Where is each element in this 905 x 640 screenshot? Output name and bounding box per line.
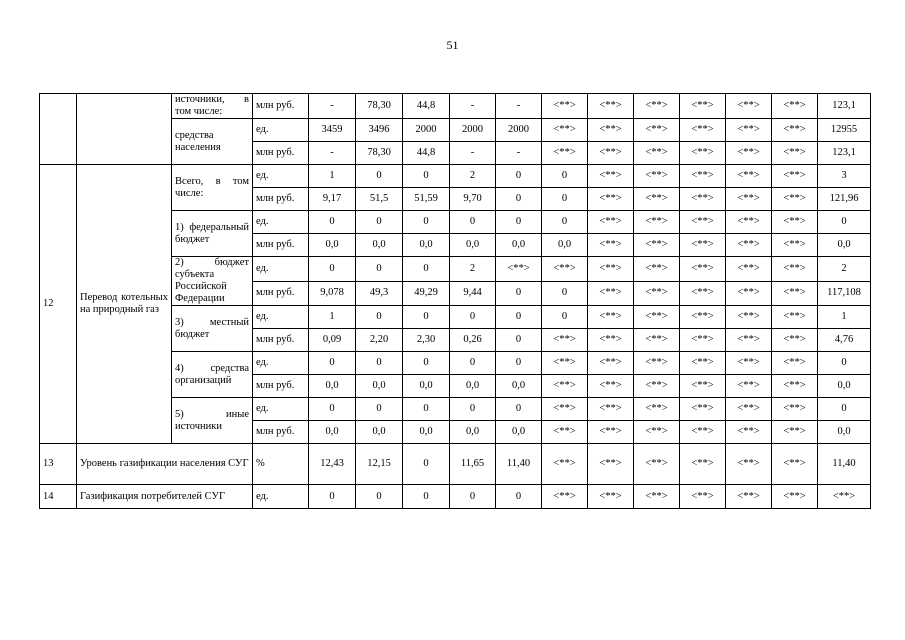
value-cell: 0 (818, 211, 871, 234)
value-cell: <**> (542, 444, 588, 485)
value-cell: 0,0 (309, 234, 356, 257)
value-cell: 0 (496, 306, 542, 329)
value-cell: <**> (634, 375, 680, 398)
value-cell: <**> (726, 398, 772, 421)
value-cell: 2000 (450, 119, 496, 142)
value-cell: <**> (588, 485, 634, 509)
value-cell: 0 (356, 485, 403, 509)
value-cell: 0 (542, 306, 588, 329)
value-cell: 3496 (356, 119, 403, 142)
value-cell: <**> (680, 329, 726, 352)
value-cell: <**> (634, 281, 680, 306)
table-row (40, 444, 871, 485)
value-cell: 0 (356, 352, 403, 375)
value-cell: 0 (356, 211, 403, 234)
value-cell: <**> (680, 257, 726, 282)
value-cell: 0 (496, 165, 542, 188)
value-cell: 0 (496, 188, 542, 211)
value-cell: 0,0 (496, 375, 542, 398)
value-cell: 0,0 (450, 234, 496, 257)
value-cell: <**> (542, 257, 588, 282)
value-cell: <**> (680, 421, 726, 444)
value-cell: <**> (542, 398, 588, 421)
value-cell: 0,0 (496, 234, 542, 257)
value-cell: 0 (496, 485, 542, 509)
value-cell: <**> (588, 257, 634, 282)
value-cell: 44,8 (403, 94, 450, 119)
value-cell: 0,0 (309, 421, 356, 444)
value-cell: <**> (634, 352, 680, 375)
value-cell: 3 (818, 165, 871, 188)
value-cell: <**> (772, 211, 818, 234)
table-body (40, 94, 871, 509)
value-cell: <**> (726, 188, 772, 211)
value-cell: 0,0 (542, 234, 588, 257)
value-cell: 0 (542, 188, 588, 211)
value-cell: <**> (726, 257, 772, 282)
value-cell: 0 (818, 398, 871, 421)
value-cell: 0,0 (356, 234, 403, 257)
value-cell: 0 (356, 165, 403, 188)
value-cell: 12,15 (356, 444, 403, 485)
unit-cell: ед. (253, 165, 309, 188)
value-cell: <**> (726, 329, 772, 352)
value-cell: <**> (726, 211, 772, 234)
value-cell: <**> (634, 119, 680, 142)
value-cell: 2,30 (403, 329, 450, 352)
row-title: Перевод котельных на природный газ (77, 165, 172, 444)
value-cell: 12955 (818, 119, 871, 142)
value-cell: <**> (726, 352, 772, 375)
value-cell: <**> (588, 211, 634, 234)
value-cell: <**> (588, 444, 634, 485)
value-cell: 2 (450, 257, 496, 282)
value-cell: <**> (634, 188, 680, 211)
value-cell: - (450, 94, 496, 119)
value-cell: <**> (634, 257, 680, 282)
value-cell: <**> (680, 444, 726, 485)
value-cell: <**> (496, 257, 542, 282)
value-cell: 0,0 (450, 421, 496, 444)
value-cell: <**> (542, 329, 588, 352)
source-label: 5) иные источники (172, 398, 253, 444)
value-cell: <**> (772, 142, 818, 165)
value-cell: <**> (588, 119, 634, 142)
value-cell: <**> (818, 485, 871, 509)
value-cell: 0 (818, 352, 871, 375)
value-cell: 123,1 (818, 142, 871, 165)
value-cell: <**> (634, 234, 680, 257)
value-cell: <**> (772, 485, 818, 509)
value-cell: <**> (772, 421, 818, 444)
value-cell: <**> (588, 375, 634, 398)
value-cell: 0,0 (356, 421, 403, 444)
data-table (39, 93, 871, 509)
value-cell: <**> (588, 234, 634, 257)
value-cell: <**> (542, 142, 588, 165)
row-title (77, 94, 172, 165)
value-cell: 0 (309, 211, 356, 234)
value-cell: <**> (772, 352, 818, 375)
value-cell: 0 (309, 257, 356, 282)
row-title: Газификация потребителей СУГ (77, 485, 253, 509)
value-cell: 0 (403, 485, 450, 509)
value-cell: 0,0 (496, 421, 542, 444)
value-cell: 0,0 (450, 375, 496, 398)
page-number: 51 (446, 38, 459, 52)
value-cell: <**> (588, 165, 634, 188)
value-cell: 0 (542, 165, 588, 188)
value-cell: <**> (588, 94, 634, 119)
row-number: 13 (40, 444, 77, 485)
unit-cell: млн руб. (253, 142, 309, 165)
value-cell: <**> (772, 375, 818, 398)
value-cell: 49,3 (356, 281, 403, 306)
unit-cell: ед. (253, 485, 309, 509)
value-cell: 0,0 (818, 421, 871, 444)
value-cell: <**> (772, 165, 818, 188)
value-cell: 51,59 (403, 188, 450, 211)
value-cell: 2 (450, 165, 496, 188)
value-cell: - (496, 142, 542, 165)
value-cell: 0 (309, 485, 356, 509)
unit-cell: ед. (253, 257, 309, 282)
value-cell: <**> (542, 119, 588, 142)
value-cell: <**> (726, 119, 772, 142)
value-cell: <**> (680, 281, 726, 306)
value-cell: 78,30 (356, 142, 403, 165)
value-cell: 0 (309, 352, 356, 375)
value-cell: 4,76 (818, 329, 871, 352)
value-cell: 1 (309, 165, 356, 188)
value-cell: 0 (496, 352, 542, 375)
row-number: 14 (40, 485, 77, 509)
value-cell: <**> (634, 142, 680, 165)
value-cell: 0,09 (309, 329, 356, 352)
unit-cell: млн руб. (253, 94, 309, 119)
source-label: источники, в том числе: (172, 94, 253, 119)
value-cell: 0 (496, 398, 542, 421)
value-cell: <**> (634, 421, 680, 444)
value-cell: 0 (496, 329, 542, 352)
value-cell: 0 (403, 257, 450, 282)
value-cell: <**> (772, 257, 818, 282)
value-cell: <**> (542, 421, 588, 444)
value-cell: - (450, 142, 496, 165)
unit-cell: млн руб. (253, 329, 309, 352)
value-cell: <**> (588, 188, 634, 211)
value-cell: <**> (772, 234, 818, 257)
value-cell: 9,44 (450, 281, 496, 306)
unit-cell: ед. (253, 119, 309, 142)
value-cell: <**> (726, 142, 772, 165)
value-cell: 11,40 (496, 444, 542, 485)
value-cell: <**> (726, 375, 772, 398)
value-cell: 0 (356, 306, 403, 329)
value-cell: 0,26 (450, 329, 496, 352)
value-cell: 0 (450, 398, 496, 421)
value-cell: <**> (542, 94, 588, 119)
value-cell: 117,108 (818, 281, 871, 306)
value-cell: <**> (680, 352, 726, 375)
value-cell: <**> (680, 188, 726, 211)
source-label: Всего, в том числе: (172, 165, 253, 211)
value-cell: <**> (634, 211, 680, 234)
value-cell: 0 (403, 444, 450, 485)
value-cell: <**> (588, 281, 634, 306)
value-cell: 9,17 (309, 188, 356, 211)
value-cell: 0 (450, 485, 496, 509)
table-row (40, 94, 871, 119)
value-cell: <**> (588, 142, 634, 165)
value-cell: 0 (542, 281, 588, 306)
value-cell: - (309, 94, 356, 119)
value-cell: 0,0 (818, 234, 871, 257)
value-cell: 0 (450, 211, 496, 234)
value-cell: <**> (680, 142, 726, 165)
value-cell: 11,65 (450, 444, 496, 485)
value-cell: <**> (542, 485, 588, 509)
value-cell: <**> (680, 119, 726, 142)
unit-cell: ед. (253, 398, 309, 421)
value-cell: 11,40 (818, 444, 871, 485)
value-cell: <**> (634, 398, 680, 421)
value-cell: <**> (680, 306, 726, 329)
value-cell: <**> (680, 211, 726, 234)
value-cell: <**> (726, 306, 772, 329)
value-cell: - (496, 94, 542, 119)
value-cell: 2,20 (356, 329, 403, 352)
value-cell: <**> (726, 94, 772, 119)
value-cell: 0 (496, 211, 542, 234)
value-cell: 0,0 (403, 234, 450, 257)
unit-cell: млн руб. (253, 375, 309, 398)
value-cell: 12,43 (309, 444, 356, 485)
value-cell: <**> (772, 188, 818, 211)
value-cell: 0,0 (818, 375, 871, 398)
value-cell: 1 (309, 306, 356, 329)
value-cell: <**> (772, 94, 818, 119)
value-cell: <**> (634, 94, 680, 119)
value-cell: <**> (634, 165, 680, 188)
value-cell: <**> (680, 375, 726, 398)
value-cell: 123,1 (818, 94, 871, 119)
source-label: средства населения (172, 119, 253, 165)
value-cell: 0,0 (403, 375, 450, 398)
value-cell: 0,0 (356, 375, 403, 398)
unit-cell: ед. (253, 352, 309, 375)
value-cell: <**> (772, 444, 818, 485)
unit-cell: ед. (253, 211, 309, 234)
value-cell: 0 (403, 306, 450, 329)
value-cell: <**> (588, 329, 634, 352)
value-cell: 0 (356, 398, 403, 421)
unit-cell: млн руб. (253, 281, 309, 306)
value-cell: 121,96 (818, 188, 871, 211)
value-cell: <**> (726, 234, 772, 257)
value-cell: 78,30 (356, 94, 403, 119)
value-cell: <**> (772, 329, 818, 352)
unit-cell: ед. (253, 306, 309, 329)
value-cell: <**> (772, 398, 818, 421)
value-cell: 0,0 (309, 375, 356, 398)
row-title: Уровень газификации населения СУГ (77, 444, 253, 485)
value-cell: <**> (634, 444, 680, 485)
value-cell: <**> (588, 306, 634, 329)
value-cell: <**> (634, 485, 680, 509)
value-cell: <**> (772, 119, 818, 142)
row-number: 12 (40, 165, 77, 444)
value-cell: <**> (542, 352, 588, 375)
value-cell: <**> (588, 421, 634, 444)
value-cell: <**> (772, 281, 818, 306)
unit-cell: % (253, 444, 309, 485)
unit-cell: млн руб. (253, 234, 309, 257)
value-cell: 0 (450, 306, 496, 329)
row-number (40, 94, 77, 165)
value-cell: 0 (542, 211, 588, 234)
value-cell: 0 (403, 211, 450, 234)
value-cell: 0 (403, 398, 450, 421)
value-cell: - (309, 142, 356, 165)
value-cell: <**> (634, 306, 680, 329)
value-cell: 2 (818, 257, 871, 282)
value-cell: 3459 (309, 119, 356, 142)
source-label: 4) средства организаций (172, 352, 253, 398)
value-cell: <**> (542, 375, 588, 398)
unit-cell: млн руб. (253, 188, 309, 211)
table-row (40, 485, 871, 509)
value-cell: <**> (588, 352, 634, 375)
value-cell: 2000 (403, 119, 450, 142)
value-cell: 49,29 (403, 281, 450, 306)
value-cell: <**> (680, 165, 726, 188)
value-cell: <**> (726, 485, 772, 509)
source-label: 2) бюджет субъекта Российской Федерации (172, 257, 253, 306)
source-label: 1) федеральный бюджет (172, 211, 253, 257)
value-cell: <**> (772, 306, 818, 329)
value-cell: 0,0 (403, 421, 450, 444)
value-cell: <**> (726, 165, 772, 188)
value-cell: 51,5 (356, 188, 403, 211)
value-cell: 0 (496, 281, 542, 306)
value-cell: <**> (634, 329, 680, 352)
value-cell: 1 (818, 306, 871, 329)
value-cell: <**> (680, 398, 726, 421)
value-cell: <**> (680, 234, 726, 257)
value-cell: <**> (726, 444, 772, 485)
table-row (40, 165, 871, 188)
value-cell: <**> (588, 398, 634, 421)
value-cell: 0 (356, 257, 403, 282)
value-cell: 0 (403, 165, 450, 188)
value-cell: 0 (403, 352, 450, 375)
unit-cell: млн руб. (253, 421, 309, 444)
value-cell: <**> (726, 421, 772, 444)
value-cell: 2000 (496, 119, 542, 142)
value-cell: 0 (309, 398, 356, 421)
value-cell: 44,8 (403, 142, 450, 165)
value-cell: 9,078 (309, 281, 356, 306)
value-cell: <**> (680, 94, 726, 119)
value-cell: 0 (450, 352, 496, 375)
value-cell: <**> (680, 485, 726, 509)
value-cell: 9,70 (450, 188, 496, 211)
value-cell: <**> (726, 281, 772, 306)
source-label: 3) местный бюджет (172, 306, 253, 352)
